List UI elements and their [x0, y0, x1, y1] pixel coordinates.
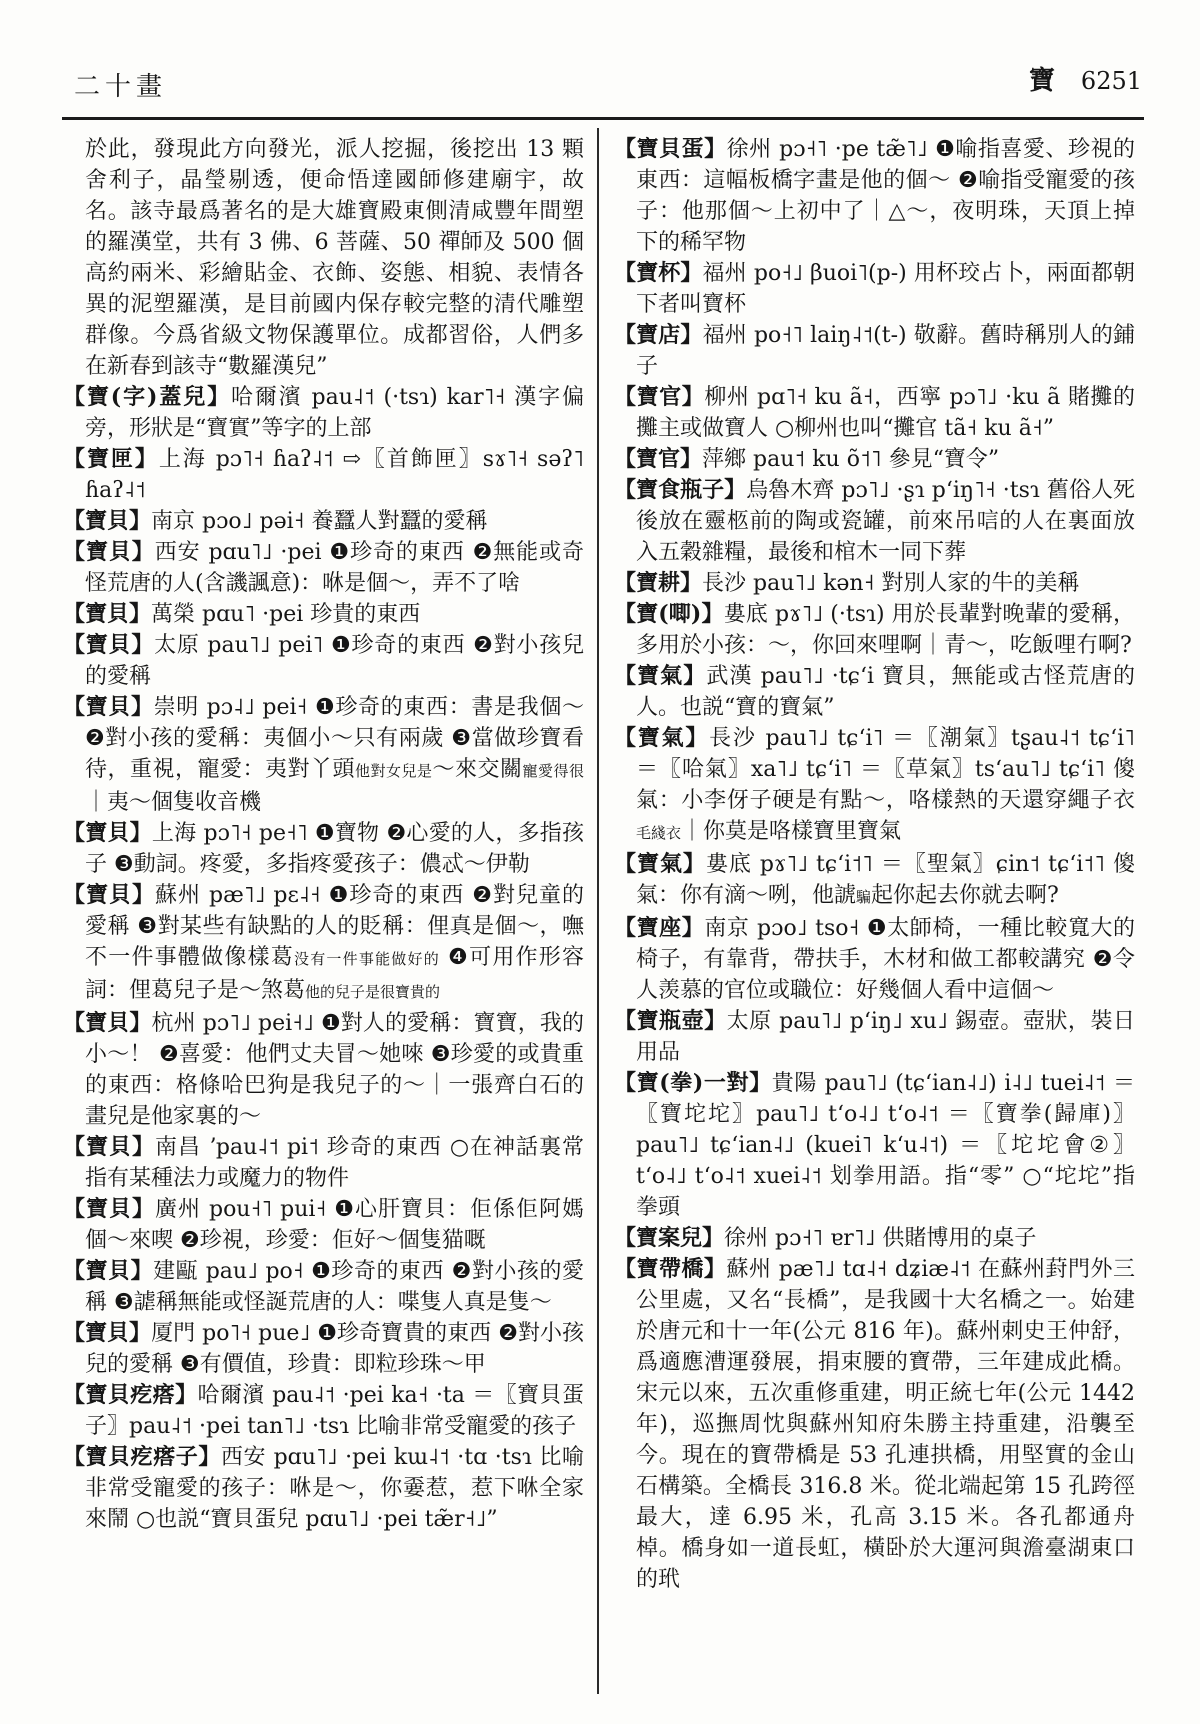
- entry-text: 長沙 pau˥˩ kən˧ 對別人家的牛的美稱: [702, 571, 1080, 596]
- headword: 【寶貝】: [63, 1134, 155, 1160]
- entry-text: 柳州 pɑ˥˧ ku ã˧，西寧 pɔ˥˩ ·ku ã 賭攤的攤主或做寶人 ○柳州也叫“攤官 tã˧ ku ã˧”: [636, 385, 1135, 441]
- dictionary-entry: [614, 1006, 1135, 1068]
- dictionary-entry: [614, 382, 1135, 444]
- headword: 【寶官】: [614, 446, 703, 472]
- headword: 【寶耕】: [614, 570, 703, 596]
- entry-text: 武漢 pau˥˩ ·tɕʻi 寶貝，無能或古怪荒唐的人。也説“寶的寶氣”: [636, 664, 1135, 720]
- entry-text: 上海 pɔ˥˧ pe˧˥ ❶寶物 ❷心愛的人，多指孩子 ❸動詞。疼愛，多指疼愛孩子：儂忒～伊勒: [85, 821, 584, 877]
- entry-text: 萬榮 pɑu˥ ·pei 珍貴的東西: [151, 602, 421, 627]
- dictionary-entry: [614, 568, 1135, 599]
- entry-text: 烏魯木齊 pɔ˥˩ ·ʂɿ pʻiŋ˥˧ ·tsɿ 舊俗人死後放在靈柩前的陶或瓷罐，前來吊唁的人在裏面放入五穀雜糧，最後和棺木一同下葬: [636, 478, 1135, 565]
- headword: 【寶貝】: [63, 1196, 155, 1222]
- left-column: [63, 134, 584, 1535]
- entry-text: 上海 pɔ˥˧ ɦaʔ˨˦ ⇨〖首飾匣〗sɤ˥˧ səʔ˥ ɦaʔ˨˦: [85, 447, 584, 503]
- dictionary-entry: [614, 723, 1135, 849]
- dictionary-entry: [614, 1223, 1135, 1254]
- headword: 【寶貝疙瘩子】: [63, 1444, 221, 1470]
- header-right: [1029, 60, 1142, 97]
- dictionary-entry: [63, 1318, 584, 1380]
- headword: 【寶食瓶子】: [614, 477, 747, 503]
- entry-text: ｜你莫是咯樣寶里寶氣: [681, 819, 902, 844]
- entry-text: 婁底 pɤ˥˩ tɕʻi˦˥ ＝〖聖氣〗ɕin˦ tɕʻi˦˥ 傻氣：你有滴～咧，他諕: [636, 852, 1135, 908]
- headword: 【寶帶橋】: [614, 1256, 727, 1282]
- headword: 【寶氣】: [614, 663, 707, 689]
- entry-text: 廣州 pou˧˥ pui˧ ❶心肝寶貝：佢係佢阿媽個～來喫 ❷珍視，珍愛：佢好～個隻猫嘅: [85, 1197, 584, 1253]
- dictionary-entry: [63, 1008, 584, 1132]
- continued-paragraph: [63, 134, 584, 382]
- entry-text: 太原 pau˥˩ pei˥ ❶珍奇的東西 ❷對小孩兒的愛稱: [85, 633, 584, 689]
- entry-text: 徐州 pɔ˧˥ ɐr˥˩ 供賭博用的桌子: [724, 1226, 1037, 1251]
- entry-text: 福州 po˧˩ βuoi˥(p-) 用杯珓占卜，兩面都朝下者叫寶杯: [636, 261, 1135, 317]
- headword: 【寶貝】: [63, 694, 154, 720]
- dictionary-entry: [63, 537, 584, 599]
- dictionary-entry: [63, 1194, 584, 1256]
- header-stroke-section: 二十畫: [74, 72, 168, 102]
- entry-text: 福州 po˧˥ laiŋ˨˦(t-) 敬辭。舊時稱別人的鋪子: [636, 323, 1135, 379]
- headword: 【寶(唧)】: [614, 601, 724, 627]
- dictionary-entry: [63, 1132, 584, 1194]
- dictionary-entry: [614, 599, 1135, 661]
- headword: 【寶瓶壺】: [614, 1008, 727, 1034]
- entry-text: 南京 pɔo˩ tso˧ ❶太師椅，一種比較寬大的椅子，有靠背，帶扶手，木材和做工都較講究 ❷令人羡慕的官位或職位：好幾個人看中這個～: [636, 916, 1135, 1003]
- entry-text: 哈爾濱 pau˨˦ ·pei ka˧ ·ta ＝〖寶貝蛋子〗pau˨˦ ·pei tan˥˩ ·tsɿ 比喻非常受寵愛的孩子: [85, 1383, 584, 1439]
- headword: 【寶(字)蓋兒】: [63, 384, 231, 410]
- headword: 【寶匣】: [63, 446, 159, 472]
- headword: 【寶店】: [614, 322, 703, 348]
- dictionary-entry: [614, 1068, 1135, 1223]
- dictionary-entry: [63, 506, 584, 537]
- entry-text: 萍鄉 pau˦ ku õ˦˥ 參見“寶令”: [702, 447, 1000, 472]
- gloss-small: 毛綫衣: [636, 824, 682, 842]
- headword: 【寶案兒】: [614, 1225, 725, 1251]
- dictionary-entry: [614, 258, 1135, 320]
- dictionary-entry: [63, 444, 584, 506]
- entry-text: 婁底 pɤ˥˩ (·tsɿ) 用於長輩對晚輩的愛稱，多用於小孩：～，你回來哩啊｜青～，吃飯哩冇啊?: [636, 602, 1135, 658]
- header-rule: [62, 117, 1144, 120]
- gloss-small: 寵愛得很: [522, 762, 584, 780]
- entry-text: 杭州 pɔ˥˩ pei˧˩ ❶對人的愛稱：寶寶，我的小～！ ❷喜愛：他們丈夫冒～她唻 ❸珍愛的或貴重的東西：格條哈巴狗是我兒子的～｜一張齊白石的畫兒是他家裏的～: [85, 1011, 584, 1129]
- dictionary-entry: [63, 630, 584, 692]
- gloss-small: 騙: [856, 888, 872, 906]
- entry-text: 貴陽 pau˥˩ (tɕʻian˨˩) i˨˩ tuei˨˦ ＝〖寶坨坨〗pau˥˩ tʻo˨˩ tʻo˨˦ ＝〖寶拳(歸庫)〗pau˥˩ tɕʻian˨˩ (kuei˥ kʻu˨˦) ＝〖坨坨會②〗tʻo˨˩ tʻo˨˦ xuei˨˦ 划拳用語。指“零” ○“坨坨”指拳頭: [636, 1071, 1135, 1220]
- entry-text: ｜夷～個隻收音機: [85, 790, 262, 815]
- dictionary-entry: [614, 320, 1135, 382]
- entry-text: 蘇州 pæ˥˩ tɑ˨˧ dʑiæ˨˦ 在蘇州葑門外三公里處，又名“長橋”，是我國十大名橋之一。始建於唐元和十一年(公元 816 年)。蘇州刺史王仲舒，爲適應漕運發展，捐束腰的寶帶，三年建成此橋。宋元以來，五次重修重建，明正統七年(公元 1442 年)，巡撫周忱與蘇州知府朱勝主持重建，沿襲至今。現在的寶帶橋是 53 孔連拱橋，用堅實的金山石構築。全橋長 316.8 米。從北端起第 15 孔跨徑最大，達 6.95 米，孔高 3.15 米。各孔都通舟棹。橋身如一道長虹，橫卧於大運河與澹臺湖東口的玳: [636, 1257, 1135, 1592]
- header-page-number: 6251: [1080, 67, 1142, 95]
- gloss-small: 没有一件事能做好的: [293, 950, 440, 968]
- gloss-small: 他的兒子是很寶貴的: [305, 983, 441, 1001]
- dictionary-entry: [63, 1380, 584, 1442]
- headword: 【寶貝】: [63, 632, 155, 658]
- dictionary-entry: [63, 880, 584, 1008]
- dictionary-entry: [614, 444, 1135, 475]
- headword: 【寶貝】: [63, 882, 155, 908]
- column-divider: [597, 128, 599, 1694]
- entry-text: 西安 pɑu˥˩ ·pei kɯ˨˦ ·tɑ ·tsɿ 比喻非常受寵愛的孩子：咻是～，你嫑惹，惹下咻全家來鬧 ○也説“寶貝蛋兒 pɑu˥˩ ·pei tæ̃r˧˩”: [85, 1445, 584, 1532]
- dictionary-entry: [63, 692, 584, 818]
- headword: 【寶氣】: [614, 725, 710, 751]
- entry-text: ❹可用作形容詞：俚葛兒子是～煞葛: [85, 945, 584, 1003]
- dictionary-entry: [63, 1256, 584, 1318]
- headword: 【寶座】: [614, 915, 705, 941]
- entry-text: ～來交關: [432, 757, 523, 782]
- headword: 【寶貝疙瘩】: [63, 1382, 198, 1408]
- entry-text: 南京 pɔo˩ pəi˧ 養蠶人對蠶的愛稱: [151, 509, 488, 534]
- headword: 【寶杯】: [614, 260, 703, 286]
- header-guide-char: 寶: [1028, 66, 1055, 96]
- entry-text: 起你起去你就去啊?: [871, 883, 1059, 908]
- headword: 【寶氣】: [614, 851, 706, 877]
- headword: 【寶貝】: [63, 1010, 152, 1036]
- headword: 【寶貝】: [63, 820, 152, 846]
- entry-text: 厦門 po˥˧ pue˩ ❶珍奇寶貴的東西 ❷對小孩兒的愛稱 ❸有價值，珍貴：即粒珍珠～甲: [85, 1321, 584, 1377]
- headword: 【寶貝蛋】: [614, 136, 727, 162]
- headword: 【寶官】: [614, 384, 705, 410]
- headword: 【寶貝】: [63, 601, 152, 627]
- entry-text: 於此，發現此方向發光，派人挖掘，後挖出 13 顆舍利子，晶瑩剔透，便命悟達國師修建廟宇，故名。該寺最爲著名的是大雄寶殿東側清咸豐年間塑的羅漢堂，共有 3 佛、6 菩薩、50 禪師及 500 個高約兩米、彩繪貼金、衣飾、姿態、相貌、表情各異的泥塑羅漢，是目前國内保存較完整的清代雕塑群像。今爲省級文物保護單位。成都習俗，人們多在新春到該寺“數羅漢兒”: [85, 137, 584, 379]
- entry-text: 西安 pɑu˥˩ ·pei ❶珍奇的東西 ❷無能或奇怪荒唐的人(含譏諷意)：咻是個～，弄不了啥: [85, 540, 584, 596]
- headword: 【寶貝】: [63, 539, 155, 565]
- entry-text: 崇明 pɔ˨˩ pei˧ ❶珍奇的東西：書是我個～ ❷對小孩的愛稱：夷個小～只有兩歲 ❸當做珍寶看待，重視，寵愛：夷對丫頭: [85, 695, 584, 782]
- entry-text: 長沙 pau˥˩ tɕʻi˥ ＝〖潮氣〗tʂau˨˦ tɕʻi˥ ＝〖哈氣〗xa˥˩ tɕʻi˥ ＝〖草氣〗tsʻau˥˩ tɕʻi˥ 傻氣：小李伢子硬是有點～，咯樣熱的天還穿繩子衣: [636, 726, 1135, 813]
- right-column: [614, 134, 1135, 1595]
- headword: 【寶(拳)一對】: [614, 1070, 772, 1096]
- entry-text: 徐州 pɔ˧˥ ·pe tæ̃˥˩ ❶喻指喜愛、珍視的東西：這幅板橋字畫是他的個～ ❷喻指受寵愛的孩子：他那個～上初中了｜△～，夜明珠，天頂上掉下的稀罕物: [636, 137, 1135, 255]
- entry-text: 哈爾濱 pau˨˦ (·tsɿ) kar˥˧ 漢字偏旁，形狀是“寶實”等字的上部: [85, 385, 584, 441]
- entry-text: 蘇州 pæ˥˩ pɛ˨˧ ❶珍奇的東西 ❷對兒童的愛稱 ❸對某些有缺點的人的貶稱：俚真是個～，嘸不一件事體做像樣葛: [85, 883, 584, 970]
- dictionary-entry: [614, 661, 1135, 723]
- dictionary-entry: [614, 849, 1135, 913]
- entry-text: 太原 pau˥˩ pʻiŋ˩ xu˩ 錫壺。壺狀，裝日用品: [636, 1009, 1135, 1065]
- dictionary-entry: [63, 599, 584, 630]
- dictionary-entry: [614, 475, 1135, 568]
- dictionary-entry: [614, 1254, 1135, 1595]
- dictionary-entry: [614, 913, 1135, 1006]
- headword: 【寶貝】: [63, 508, 152, 534]
- entry-text: 建甌 pau˩ po˧ ❶珍奇的東西 ❷對小孩的愛稱 ❸謔稱無能或怪誕荒唐的人：喋隻人真是隻～: [85, 1259, 584, 1315]
- dictionary-entry: [63, 818, 584, 880]
- entry-text: 南昌 ʼpau˨˦ pi˦ 珍奇的東西 ○在神話裏常指有某種法力或魔力的物件: [85, 1135, 584, 1191]
- dictionary-entry: [614, 134, 1135, 258]
- dictionary-entry: [63, 1442, 584, 1535]
- headword: 【寶貝】: [63, 1320, 152, 1346]
- headword: 【寶貝】: [63, 1258, 154, 1284]
- gloss-small: 他對女兒是: [354, 762, 433, 780]
- dictionary-entry: [63, 382, 584, 444]
